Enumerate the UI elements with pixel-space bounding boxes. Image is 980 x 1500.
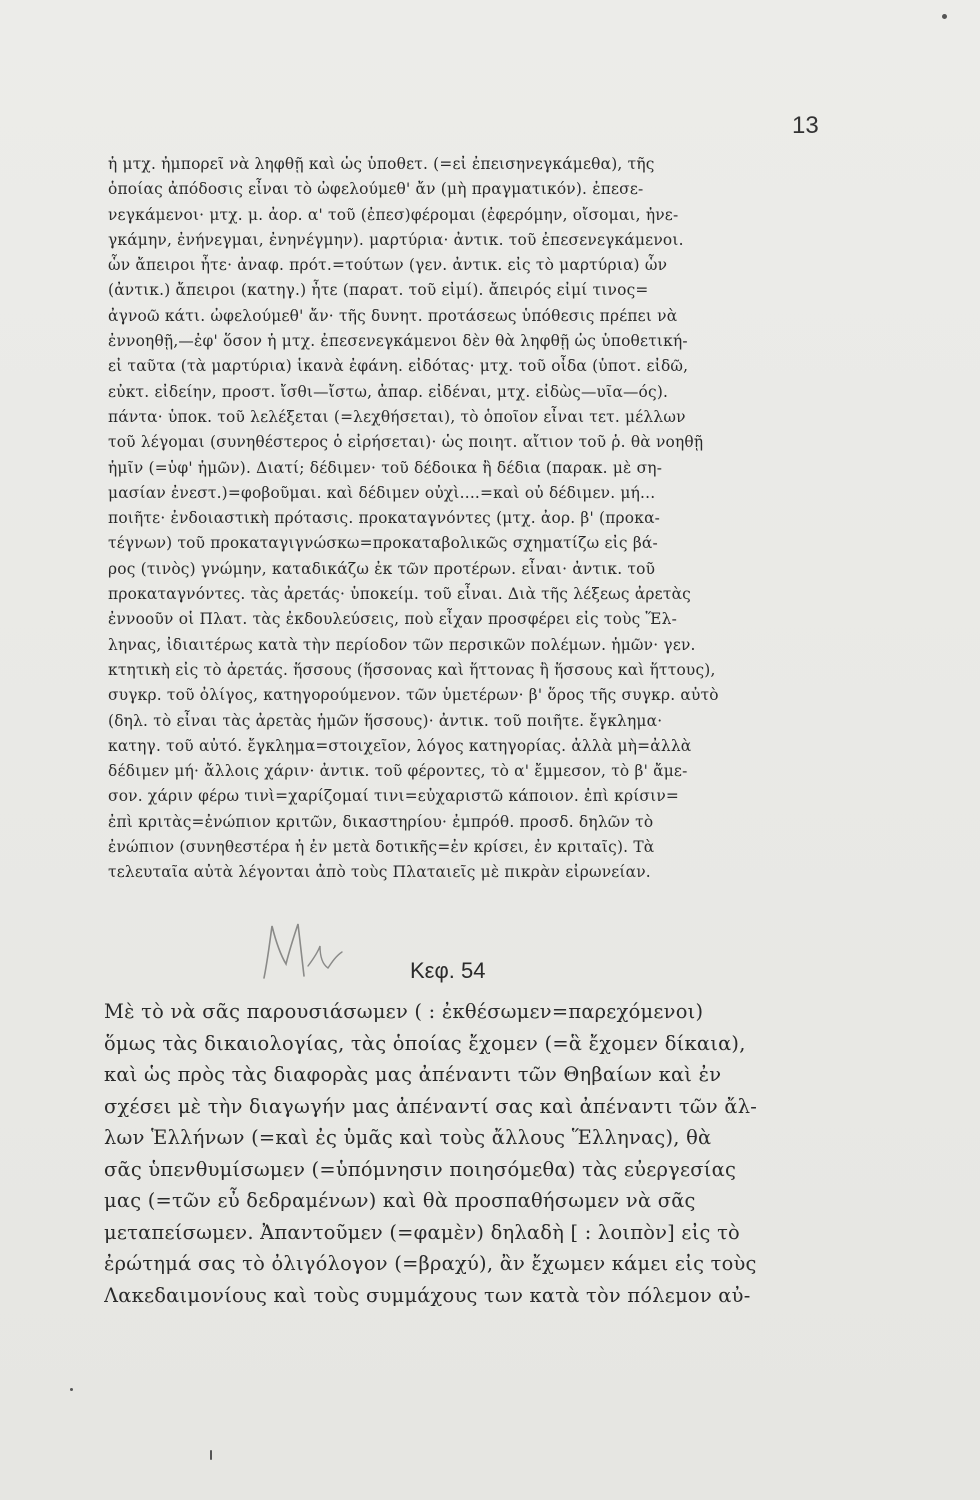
note-line: κατηγ. τοῦ αὐτό. ἔγκλημα=στοιχεῖον, λόγος κατηγορίας. ἀλλὰ μὴ=ἀλλὰ bbox=[108, 736, 692, 755]
commentary-notes bbox=[108, 152, 820, 886]
note-line: ὁποίας ἀπόδοσις εἶναι τὸ ὠφελούμεθ' ἄν (μὴ πραγματικόν). ἐπεσε- bbox=[108, 180, 644, 199]
note-line: ἐνώπιον (συνηθεστέρα ἡ ἐν μετὰ δοτικῆς=ἐν κρίσει, ἐν κριταῖς). Τὰ bbox=[108, 838, 655, 857]
main-line: λων Ἑλλήνων (=καὶ ἐς ὑμᾶς καὶ τοὺς ἄλλους Ἕλληνας), θὰ bbox=[104, 1126, 712, 1149]
main-translation-text bbox=[104, 996, 824, 1311]
main-line: σχέσει μὲ τὴν διαγωγήν μας ἀπέναντί σας καὶ ἀπέναντι τῶν ἄλ- bbox=[104, 1094, 758, 1118]
page-number: 13 bbox=[792, 112, 819, 139]
note-line: κτητικὴ εἰς τὸ ἀρετάς. ἥσσους (ἥσσονας καὶ ἥττονας ἢ ἥσσους καὶ ἥττους), bbox=[108, 660, 716, 679]
note-line: τοῦ λέγομαι (συνηθέστερος ὁ εἰρήσεται)· ὡς ποιητ. αἴτιον τοῦ ῥ. θὰ νοηθῇ bbox=[108, 433, 704, 452]
main-line: ὅμως τὰς δικαιολογίας, τὰς ὁποίας ἔχομεν (=ἃ ἔχομεν δίκαια), bbox=[104, 1031, 746, 1055]
note-line: τέγνων) τοῦ προκαταγιγνώσκω=προκαταβολικῶς σχηματίζω εἰς βά- bbox=[108, 534, 658, 553]
note-line: τελευταῖα αὐτὰ λέγονται ἀπὸ τοὺς Πλαταιεῖς μὲ πικρὰν εἰρωνείαν. bbox=[108, 863, 651, 882]
print-speck bbox=[210, 1450, 212, 1460]
note-line: ρος (τινὸς) γνώμην, καταδικάζω ἐκ τῶν προτέρων. εἶναι· ἀντικ. τοῦ bbox=[108, 559, 656, 578]
note-line: ἐπὶ κριτὰς=ἐνώπιον κριτῶν, δικαστηρίου· ἐμπρόθ. προσδ. δηλῶν τὸ bbox=[108, 812, 654, 831]
note-line: ἡ μτχ. ἠμπορεῖ νὰ ληφθῇ καὶ ὡς ὑποθετ. (=εἰ ἐπεισηνεγκάμεθα), τῆς bbox=[108, 155, 655, 173]
note-line: μασίαν ἐνεστ.)=φοβοῦμαι. καὶ δέδιμεν οὐχὶ....=καὶ οὐ δέδιμεν. μή... bbox=[108, 483, 656, 502]
note-line: ποιῆτε· ἐνδοιαστικὴ πρότασις. προκαταγνόντες (μτχ. ἀορ. β' (προκα- bbox=[108, 509, 661, 528]
main-line: καὶ ὡς πρὸς τὰς διαφορὰς μας ἀπέναντι τῶν Θηβαίων καὶ ἐν bbox=[104, 1063, 722, 1086]
note-line: ἐννοοῦν οἱ Πλατ. τὰς ἐκδουλεύσεις, ποὺ εἶχαν προσφέρει εἰς τοὺς Ἕλ- bbox=[108, 610, 678, 629]
note-line: σον. χάριν φέρω τινὶ=χαρίζομαί τινι=εὐχαριστῶ κάποιον. ἐπὶ κρίσιν= bbox=[108, 787, 680, 806]
note-line: πάντα· ὑποκ. τοῦ λελέξεται (=λεχθήσεται), τὸ ὁποῖον εἶναι τετ. μέλλων bbox=[108, 407, 686, 426]
note-line: συγκρ. τοῦ ὀλίγος, κατηγορούμενον. τῶν ὑμετέρων· β' ὅρος τῆς συγκρ. αὐτὸ bbox=[108, 686, 719, 705]
note-line: εἰ ταῦτα (τὰ μαρτύρια) ἱκανὰ ἐφάνη. εἰδότας· μτχ. τοῦ οἶδα (ὑποτ. εἰδῶ, bbox=[108, 357, 689, 376]
note-line: εὐκτ. εἰδείην, προστ. ἴσθι—ἴστω, ἀπαρ. εἰδέναι, μτχ. εἰδὼς—υῖα—ός). bbox=[108, 382, 669, 401]
print-speck bbox=[942, 14, 947, 19]
main-line: μας (=τῶν εὖ δεδραμένων) καὶ θὰ προσπαθήσωμεν νὰ σᾶς bbox=[104, 1189, 696, 1212]
chapter-heading: Κεφ. 54 bbox=[410, 958, 486, 983]
note-line: ὧν ἄπειροι ἦτε· ἀναφ. πρότ.=τούτων (γεν. ἀντικ. εἰς τὸ μαρτύρια) ὧν bbox=[108, 256, 668, 275]
note-line: ληνας, ἰδιαιτέρως κατὰ τὴν περίοδον τῶν περσικῶν πολέμων. ἡμῶν· γεν. bbox=[108, 635, 696, 654]
main-line: μεταπείσωμεν. Ἀπαντοῦμεν (=φαμὲν) δηλαδὴ [ : λοιπὸν] εἰς τὸ bbox=[104, 1220, 740, 1244]
note-line: νεγκάμενοι· μτχ. μ. ἀορ. α' τοῦ (ἐπεσ)φέρομαι (ἐφερόμην, οἴσομαι, ἠνε- bbox=[108, 205, 679, 224]
main-line: Λακεδαιμονίους καὶ τοὺς συμμάχους των κατὰ τὸν πόλεμον αὐ- bbox=[104, 1283, 751, 1307]
note-line: γκάμην, ἐνήνεγμαι, ἐνηνέγμην). μαρτύρια· ἀντικ. τοῦ ἐπεσενεγκάμενοι. bbox=[108, 230, 684, 249]
print-speck bbox=[70, 1388, 73, 1391]
note-line: (ἀντικ.) ἄπειροι (κατηγ.) ἦτε (παρατ. τοῦ εἰμί). ἄπειρός εἰμί τινος= bbox=[108, 281, 649, 300]
note-line: ἀγνοῶ κάτι. ὠφελούμεθ' ἄν· τῆς δυνητ. προτάσεως ὑπόθεσις πρέπει νὰ bbox=[108, 306, 678, 325]
main-line: ἐρώτημά σας τὸ ὀλιγόλογον (=βραχύ), ἂν ἔχωμεν κάμει εἰς τοὺς bbox=[104, 1252, 757, 1275]
main-line: Μὲ τὸ νὰ σᾶς παρουσιάσωμεν ( : ἐκθέσωμεν=παρεχόμενοι) bbox=[104, 1000, 704, 1023]
handwritten-mark bbox=[258, 918, 348, 982]
note-line: ἐννοηθῇ,—ἐφ' ὅσον ἡ μτχ. ἐπεσενεγκάμενοι δὲν θὰ ληφθῇ ὡς ὑποθετική- bbox=[108, 332, 688, 351]
note-line: (δηλ. τὸ εἶναι τὰς ἀρετὰς ἡμῶν ἥσσους)· ἀντικ. τοῦ ποιῆτε. ἔγκλημα· bbox=[108, 711, 663, 730]
note-line: προκαταγνόντες. τὰς ἀρετάς· ὑποκείμ. τοῦ εἶναι. Διὰ τῆς λέξεως ἀρετὰς bbox=[108, 585, 691, 604]
note-line: ἡμῖν (=ὑφ' ἡμῶν). Διατί; δέδιμεν· τοῦ δέδοικα ἢ δέδια (παρακ. μὲ ση- bbox=[108, 458, 663, 477]
note-line: δέδιμεν μή· ἄλλοις χάριν· ἀντικ. τοῦ φέροντες, τὸ α' ἔμμεσον, τὸ β' ἄμε- bbox=[108, 762, 688, 781]
main-line: σᾶς ὑπενθυμίσωμεν (=ὑπόμνησιν ποιησόμεθα) τὰς εὐεργεσίας bbox=[104, 1157, 737, 1181]
